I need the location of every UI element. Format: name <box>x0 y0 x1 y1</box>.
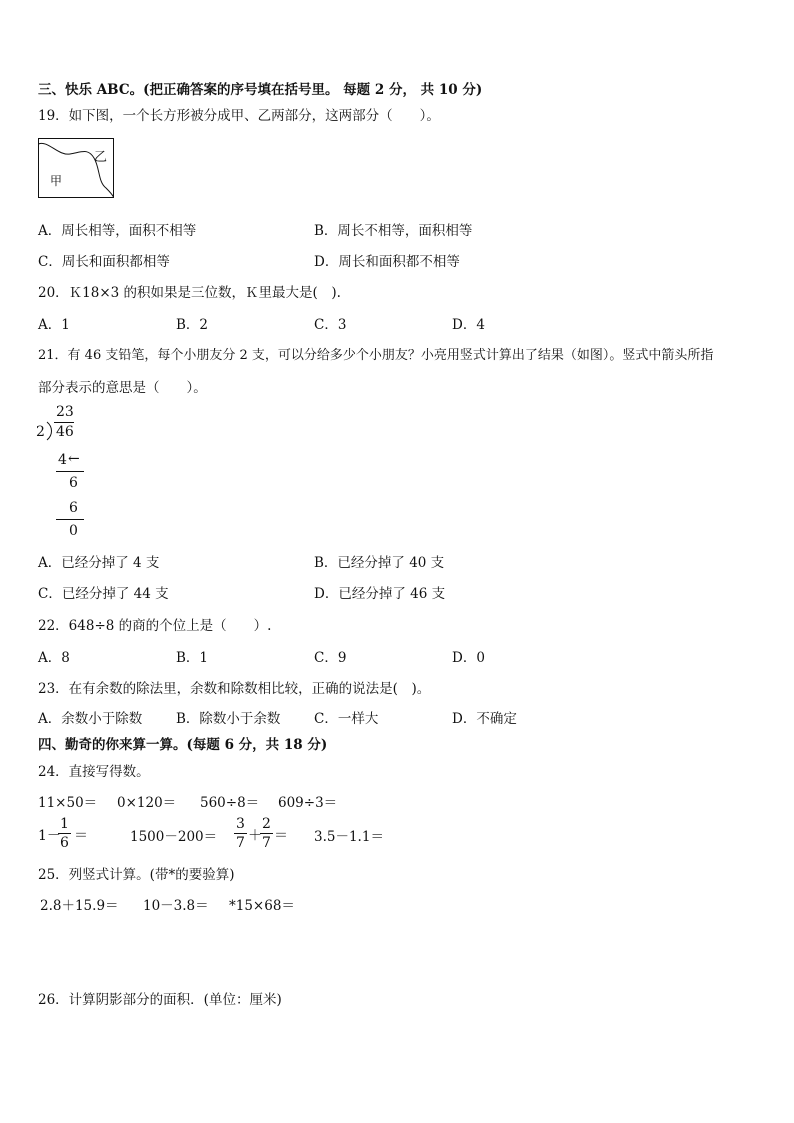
q24-item-6: 1500－200＝ <box>130 829 218 845</box>
q19-option-c: C．周长和面积都相等 <box>38 254 170 270</box>
q19-option-d: D．周长和面积都不相等 <box>314 254 460 270</box>
q25-item-1: 2.8＋15.9＝ <box>40 898 119 914</box>
q21-option-b: B．已经分掉了 40 支 <box>314 555 445 571</box>
division-bar <box>54 422 74 423</box>
q19-option-b: B．周长不相等，面积相等 <box>314 223 473 239</box>
q20-option-b: B．2 <box>176 317 209 333</box>
q24-item-3: 560÷8＝ <box>200 795 260 811</box>
question-24: 24．直接写得数。 <box>38 764 150 780</box>
question-23: 23．在有余数的除法里，余数和除数相比较，正确的说法是( )。 <box>38 681 431 697</box>
q22-option-d: D．0 <box>452 650 485 666</box>
section3-heading: 三、快乐 ABC。(把正确答案的序号填在括号里。 每题 2 分， 共 10 分) <box>38 82 483 98</box>
q20-option-a: A．1 <box>38 317 70 333</box>
division-rem1: 6 <box>69 475 78 491</box>
division-step1: 4 <box>58 452 67 468</box>
q23-option-b: B．除数小于余数 <box>176 711 281 727</box>
division-line-2 <box>56 519 84 520</box>
label-yi: 乙 <box>94 150 108 165</box>
fraction-3-7 <box>234 815 247 852</box>
fraction-numerator: 3 <box>236 816 245 832</box>
q19-option-a: A．周长相等，面积不相等 <box>38 223 197 239</box>
q21-option-c: C．已经分掉了 44 支 <box>38 586 169 602</box>
q24-item-5-prefix: 1－ <box>38 828 61 844</box>
fraction-2-7 <box>260 815 273 852</box>
q23-option-c: C．一样大 <box>314 711 379 727</box>
q25-item-2: 10－3.8＝ <box>143 898 209 914</box>
arrow-left-icon: ← <box>68 451 80 467</box>
q21-option-d: D．已经分掉了 46 支 <box>314 586 446 602</box>
q22-option-c: C．9 <box>314 650 347 666</box>
long-division-figure <box>36 404 96 540</box>
division-divisor: 2 <box>36 424 45 440</box>
division-line-1 <box>56 471 84 472</box>
question-19: 19．如下图，一个长方形被分成甲、乙两部分，这两部分（ ）。 <box>38 108 440 124</box>
division-quotient: 23 <box>56 404 74 420</box>
plus-sign: ＋ <box>248 828 262 844</box>
q19-figure <box>38 138 114 198</box>
fraction-numerator: 1 <box>60 816 69 832</box>
q23-option-a: A．余数小于除数 <box>38 711 143 727</box>
fraction-denominator: 7 <box>262 835 271 851</box>
section4-heading: 四、勤奇的你来算一算。(每题 6 分，共 18 分) <box>38 737 328 753</box>
q20-option-c: C．3 <box>314 317 347 333</box>
fraction-denominator: 7 <box>236 835 245 851</box>
q24-item-2: 0×120＝ <box>117 795 177 811</box>
division-bracket <box>45 421 55 441</box>
q20-option-d: D．4 <box>452 317 485 333</box>
fraction-denominator: 6 <box>60 835 69 851</box>
q22-option-a: A．8 <box>38 650 70 666</box>
q22-option-b: B．1 <box>176 650 209 666</box>
q24-item-4: 609÷3＝ <box>278 795 338 811</box>
question-22: 22．648÷8 的商的个位上是（ ）. <box>38 618 272 634</box>
q23-option-d: D．不确定 <box>452 711 517 727</box>
division-dividend: 46 <box>56 424 74 440</box>
question-20: 20．Ｋ18×3 的积如果是三位数，Ｋ里最大是( ). <box>38 285 341 301</box>
q24-item-5-equals: ＝ <box>74 828 88 844</box>
q24-item-8: 3.5－1.1＝ <box>314 829 384 845</box>
label-jia: 甲 <box>50 174 63 188</box>
q21-option-a: A．已经分掉了 4 支 <box>38 555 160 571</box>
q24-item-1: 11×50＝ <box>38 795 98 811</box>
fraction-numerator: 2 <box>262 816 271 832</box>
question-25: 25．列竖式计算。(带*的要验算) <box>38 867 235 883</box>
q24-item-7-equals: ＝ <box>274 828 288 844</box>
q25-item-3: *15×68＝ <box>229 898 295 914</box>
question-26: 26．计算阴影部分的面积．(单位：厘米) <box>38 992 282 1008</box>
division-rem2: 0 <box>69 523 78 539</box>
question-21-line2: 部分表示的意思是（ ）。 <box>38 380 207 396</box>
fraction-1-6 <box>58 815 71 852</box>
division-step2: 6 <box>69 500 78 516</box>
question-21-line1: 21．有 46 支铅笔，每个小朋友分 2 支，可以分给多少个小朋友？小亮用竖式计算出了结果（如图）。竖式中箭头所指 <box>38 348 714 363</box>
